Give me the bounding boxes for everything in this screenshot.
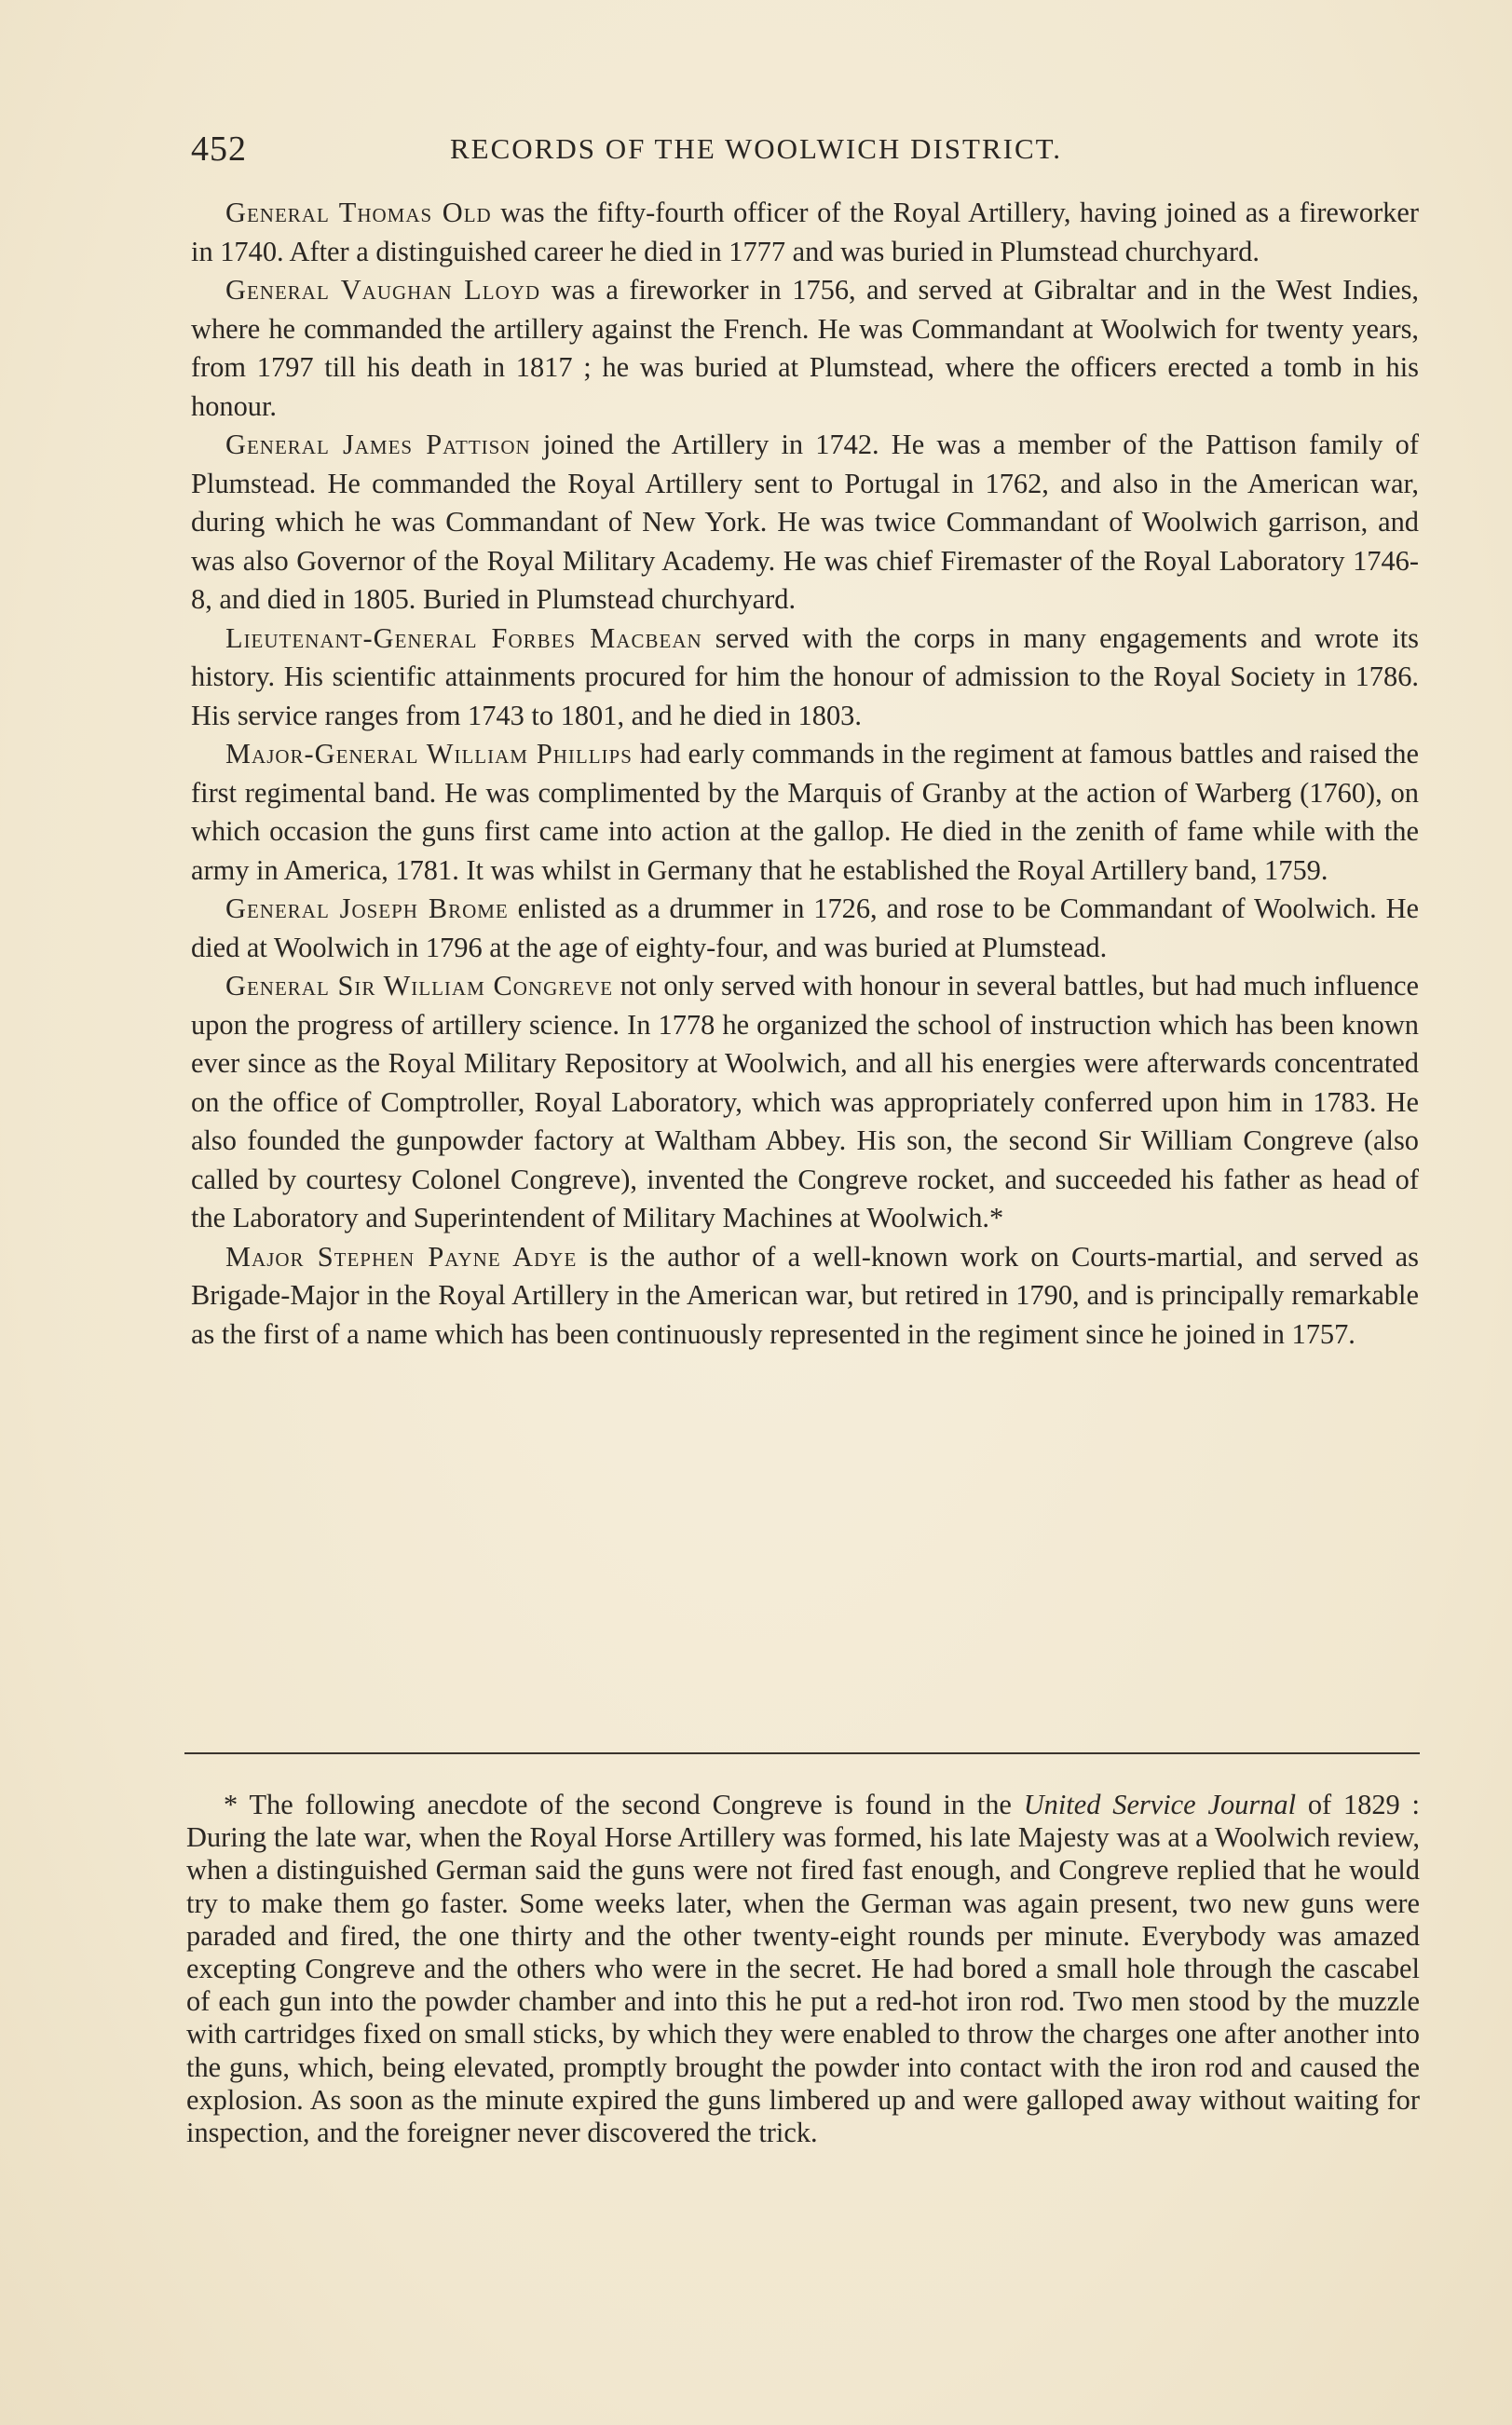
person-name: General James Pattison	[225, 429, 531, 460]
footnote-divider	[184, 1752, 1420, 1754]
paragraph-thomas-old	[191, 194, 1419, 271]
footnote	[186, 1789, 1420, 2149]
paragraph-text: served with the corps in many engagements and wrote its history. His scientific attainments procured for him the honour of admission to the Royal Society in 1786. His service ranges from 1743 to 1801, and he died in 1803.	[191, 621, 1419, 731]
paragraph-joseph-brome	[191, 890, 1419, 967]
paragraph-james-pattison	[191, 426, 1419, 620]
running-title: RECORDS OF THE WOOLWICH DISTRICT.	[450, 132, 1063, 165]
paragraph-text: joined the Artillery in 1742. He was a member of the Pattison family of Plumstead. He commanded the Royal Artillery sent to Portugal in 1762, and also in the American war, during which he was Commandant of New York. He was twice Commandant of Woolwich garrison, and was also Governor of the Royal Military Academy. He was chief Firemaster of the Royal Laboratory 1746-8, and died in 1805. Buried in Plumstead churchyard.	[191, 429, 1419, 615]
person-name: Lieutenant-General Forbes Macbean	[225, 621, 702, 654]
page-header	[191, 129, 1421, 175]
person-name: General Joseph Brome	[225, 892, 509, 924]
person-name: General Vaughan Lloyd	[225, 274, 541, 306]
person-name: General Thomas Old	[225, 197, 492, 228]
paragraph-stephen-adye	[191, 1238, 1419, 1355]
paragraph-text: is the author of a well-known work on Courts-martial, and served as Brigade-Major in the Royal Artillery in the American war, but retired in 1790, and is principally remarkable as the first of a name which has been continuously represented in the regiment since he joined in 1757.	[191, 1240, 1419, 1350]
paragraph-text: had early commands in the regiment at famous battles and raised the first regimental band. He was complimented by the Marquis of Granby at the action of Warberg (1760), on which occasion the guns first came into action at the gallop. He died in the zenith of fame while with the army in America, 1781. It was whilst in Germany that he established the Royal Artillery band, 1759.	[191, 738, 1419, 886]
paragraph-text: not only served with honour in several battles, but had much influence upon the progress of artillery science. In 1778 he organized the school of instruction which has been known ever since as the Royal Military Repository at Woolwich, and all his energies were afterwards concentrated on the office of Comptroller, Royal Laboratory, which was appropriately conferred upon him in 1783. He also founded the gunpowder factory at Waltham Abbey. His son, the second Sir William Congreve (also called by courtesy Colonel Congreve), invented the Congreve rocket, and succeeded his father as head of the Laboratory and Superintendent of Military Machines at Woolwich.*	[191, 970, 1420, 1233]
person-name: General Sir William Congreve	[225, 970, 614, 1001]
paragraph-text: was the fifty-fourth officer of the Royal Artillery, having joined as a fireworker in 1740. After a distinguished career he died in 1777 and was buried in Plumstead churchyard.	[191, 197, 1419, 267]
paragraph-text: enlisted as a drummer in 1726, and rose to be Commandant of Woolwich. He died at Woolwich in 1796 at the age of eighty-four, and was buried at Plumstead.	[191, 892, 1420, 963]
footnote-lead: * The following anecdote of the second Congreve is found in the	[224, 1789, 1024, 1820]
footnote-body: of 1829 : During the late war, when the Royal Horse Artillery was formed, his late Majesty was at a Woolwich review, when a distinguished German said the guns were not fired fast enough, and Congreve replied that he would try to make them go faster. Some weeks later, when the German was again present, two new guns were paraded and fired, the one thirty and the other twenty-eight rounds per minute. Everybody was amazed excepting Congreve and the others who were in the secret. He had bored a small hole through the cascabel of each gun into the powder chamber and into this he put a red-hot iron rod. Two men stood by the muzzle with cartridges fixed on small sticks, by which they were enabled to throw the charges one after another into the guns, which, being elevated, promptly brought the powder into contact with the iron rod and caused the explosion. As soon as the minute expired the guns limbered up and were galloped away without waiting for inspection, and the foreigner never discovered the trick.	[186, 1789, 1420, 2149]
person-name: Major-General William Phillips	[225, 738, 633, 770]
paragraph-vaughan-lloyd	[191, 271, 1419, 426]
footnote-source-title: United Service Journal	[1023, 1789, 1297, 1820]
main-text	[191, 194, 1419, 1354]
paragraph-forbes-macbean	[191, 620, 1419, 736]
person-name: Major Stephen Payne Adye	[225, 1240, 578, 1273]
paragraph-william-phillips	[191, 735, 1419, 890]
page-number: 452	[191, 129, 247, 169]
paragraph-text: was a fireworker in 1756, and served at Gibraltar and in the West Indies, where he commanded the artillery against the French. He was Commandant at Woolwich for twenty years, from 1797 till his death in 1817 ; he was buried at Plumstead, where the officers erected a tomb in his honour.	[191, 274, 1420, 422]
paragraph-william-congreve	[191, 967, 1419, 1238]
